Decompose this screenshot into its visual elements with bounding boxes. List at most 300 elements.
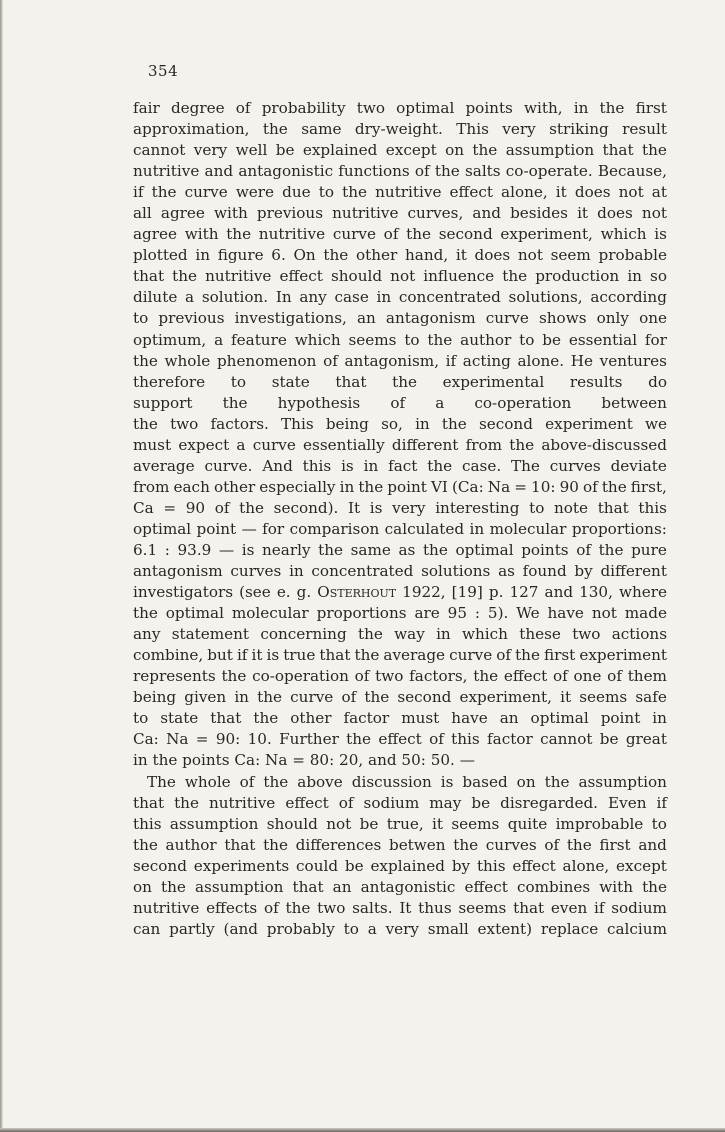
word: alone, [501,183,548,202]
word: of [341,688,357,707]
text-line [133,919,667,940]
word: pure [631,540,667,559]
word: the [323,246,349,265]
word: except [385,141,437,160]
word: results [569,372,623,391]
word: in [376,288,392,307]
word: statement [171,625,250,644]
word: second [133,856,187,875]
word: to [343,919,359,938]
text-line [133,856,667,877]
text-line [133,772,667,793]
word: interesting [435,498,520,517]
word: by [574,562,593,581]
word: is [266,646,280,665]
word: which [294,330,341,349]
word: 6.1 [133,540,158,559]
text-line [133,477,667,498]
word: may [429,793,462,812]
word: optimum, [133,330,207,349]
text-line [133,266,667,287]
word: which [600,225,647,244]
word: have [451,709,488,728]
word: points [182,751,230,770]
word: assumption [505,141,595,160]
word: we [645,414,667,433]
word: not [591,604,617,623]
word: of [214,498,230,517]
word: 90 [559,477,579,496]
word: could [296,856,339,875]
word: degree [170,99,225,117]
word: except [616,856,667,875]
word: 10: [531,477,556,496]
text-line [133,372,667,393]
word: in [133,751,148,770]
word: not [390,267,416,286]
text-line [133,203,667,224]
word: antagonistic [238,162,334,181]
word: so [650,267,667,286]
text-line [133,877,667,898]
text-line [133,119,667,140]
word: 93.9 [177,540,212,559]
word: co-operation [252,667,349,686]
word: great [625,730,667,749]
word: Ca: [133,730,159,749]
word: with, [524,99,563,117]
word: optimal [133,519,192,538]
word: do [648,372,667,391]
word: discussion [351,772,432,791]
word: the [472,141,498,160]
word: be [275,141,295,160]
word: it [560,688,572,707]
word: nutritive [133,898,200,917]
word: curve [290,688,334,707]
word: essential [568,330,638,349]
word: molecular [231,604,309,623]
word: optimal [455,540,514,559]
word: replace [540,919,599,938]
word: but [207,646,233,665]
word: these [519,625,561,644]
word: if [133,183,144,202]
word: essentially [303,435,385,454]
word: experiment [579,646,667,665]
word: in [415,414,430,433]
word: state [160,709,199,728]
word: cannot [133,141,186,160]
word: very [392,498,426,517]
word: — [218,540,235,559]
word: curve [252,435,296,454]
word: represents [133,667,216,686]
word: that [597,498,629,517]
word: be [344,856,364,875]
word: the [262,120,288,139]
text-line [133,687,667,708]
word: same [301,120,342,139]
word: this [133,814,162,833]
word: of [323,351,338,370]
text-line [133,624,667,645]
word: where [618,583,667,602]
word: are [414,604,440,623]
word: proportions: [571,519,667,538]
text-line [133,245,667,266]
word: antagonistic [360,877,456,896]
text-line [133,666,667,687]
word: the [427,456,453,475]
word: be [359,814,379,833]
word: to [651,814,667,833]
word: Ca [133,498,154,517]
word: 127 [509,583,539,602]
word: 5). [487,604,509,623]
word: must [133,435,172,454]
word: the [642,141,667,160]
word: curves [549,456,601,475]
word: molecular [489,519,567,538]
word: to [529,498,545,517]
word: of [263,898,279,917]
word: salts. [352,898,393,917]
word: Na [166,730,189,749]
word: be [471,793,491,812]
word: does [574,183,611,202]
word: the [509,435,535,454]
word: factors. [210,414,269,433]
word: case. [461,456,502,475]
word: whole [184,772,231,791]
word: for [262,519,285,538]
word: co-operation [474,393,572,412]
word: and [638,835,667,854]
text-line [133,351,667,372]
word: curve [449,646,493,665]
word: optimal [530,709,589,728]
word: It [399,898,412,917]
word: [19] [451,583,483,602]
word: on [133,877,152,896]
word: should [266,814,318,833]
word: feature [231,330,287,349]
word: the [642,877,667,896]
word: dry-weight. [354,120,443,139]
word: if [445,351,457,370]
word: the [263,835,288,854]
word: small [427,919,469,938]
word: point [387,477,427,496]
word: point [600,709,641,728]
text-line [133,393,667,414]
word: He [570,351,593,370]
word: curves [230,562,282,581]
word: if [656,793,667,812]
word: the [566,835,592,854]
word: Even [608,793,647,812]
word: that [602,141,634,160]
word: of [354,667,370,686]
word: an [332,877,352,896]
word: a [435,393,445,412]
word: e. [276,583,291,602]
word: not [641,204,667,223]
text-line [133,224,667,245]
word: of [338,793,354,812]
word: and [368,751,397,770]
word: for [644,330,667,349]
word: not [326,814,352,833]
word: : [474,604,481,623]
page-number: 354 [148,62,179,80]
word: were [235,183,275,202]
word: effect [449,183,493,202]
word: two [170,414,199,433]
word: assumption [169,814,259,833]
text-line [133,898,667,919]
word: different [391,435,459,454]
word: being [133,688,177,707]
word: nutritive [258,225,326,244]
word: nutritive [133,162,200,181]
word: (Ca: [452,477,484,496]
word: experiment, [500,225,593,244]
word: the [406,225,432,244]
text-line [133,435,667,456]
word: safe [635,688,667,707]
word: above-discussed [541,435,667,454]
word: is [341,456,354,475]
word: the [601,477,627,496]
word: does [474,246,511,265]
page-bottom-edge [0,1128,725,1132]
word: curve. [204,456,253,475]
text-line [133,603,667,624]
word: being [325,414,369,433]
word: improbable [555,814,644,833]
word: and [544,583,574,602]
word: disregarded. [500,793,599,812]
word: solutions [421,562,491,581]
word: effect [512,856,556,875]
word: seems [451,814,500,833]
word: differences [295,835,382,854]
word: the [133,414,158,433]
word: g. [296,583,312,602]
word: agree [133,225,178,244]
word: probable [598,246,667,265]
word: the [357,625,383,644]
word: antagonism, [344,351,440,370]
word: other [356,246,398,265]
word: = [163,498,177,517]
word: is [440,772,454,791]
word: the [285,898,311,917]
word: 90 [185,498,206,517]
word: other [213,477,256,496]
word: curves [485,835,537,854]
word: curves, [407,204,464,223]
word: them [627,667,667,686]
word: curve [184,183,228,202]
text-line [133,287,667,308]
text-line [133,498,667,519]
word: nutritive [375,183,442,202]
word: the [161,877,186,896]
word: an [499,709,519,728]
word: of [576,540,591,559]
word: and [472,204,501,223]
paragraph [133,772,667,940]
word: points [521,540,569,559]
word: the [427,330,453,349]
word: 50: [401,751,426,770]
word: the [502,267,528,286]
text-line [133,98,667,119]
text-line [133,456,667,477]
word: of [552,667,568,686]
word: of [239,772,255,791]
word: can [133,919,161,938]
word: ventures [599,351,667,370]
word: the [174,793,199,812]
word: of [582,477,598,496]
word: explained [370,856,445,875]
word: way [394,625,425,644]
word: due [282,183,311,202]
word: proportions [316,604,407,623]
word: to [230,372,247,391]
word: it [555,183,567,202]
word: above [297,772,343,791]
word: average [133,456,195,475]
text-line [133,561,667,582]
word: well [235,141,268,160]
word: true, [386,814,424,833]
word: in [652,709,667,728]
word: only [596,309,629,328]
word: with [184,225,219,244]
word: effect [279,267,323,286]
word: between [601,393,667,412]
word: it [432,814,444,833]
word: and [204,162,234,181]
word: The [511,456,540,475]
word: be [599,730,619,749]
word: the [318,540,344,559]
word: — [241,519,257,538]
word: optimal [396,99,455,117]
word: this [302,456,332,475]
word: influence [423,267,495,286]
word: from [465,435,503,454]
word: the [133,835,158,854]
word: result [622,120,667,139]
text-line [133,540,667,561]
word: Osterhout [317,583,397,602]
word: production [535,267,620,286]
word: The [147,772,176,791]
word: plotted [133,246,188,265]
body-text [133,98,667,940]
word: = [195,730,209,749]
text-line [133,308,667,329]
word: the [434,162,460,181]
word: that [133,267,165,286]
word: dilute [133,288,178,307]
text-line [133,729,667,750]
word: the [515,646,540,665]
word: in [627,267,642,286]
word: so, [381,414,403,433]
word: in [363,456,379,475]
word: very [385,919,419,938]
word: approximation, [133,120,250,139]
word: 80: [309,751,335,770]
word: the [133,351,158,370]
word: expect [178,435,230,454]
word: very [193,141,228,160]
word: of [414,162,430,181]
word: fair [133,99,160,117]
word: partly [169,919,215,938]
word: does [597,204,633,223]
word: This [281,414,314,433]
word: on [445,141,465,160]
word: if [236,646,248,665]
word: a [367,919,377,938]
word: the [441,414,467,433]
word: 50. [430,751,455,770]
word: this [451,730,480,749]
word: from [133,477,170,496]
word: 130, [579,583,613,602]
word: based [462,772,508,791]
word: seems [579,688,628,707]
word: is [654,225,667,244]
word: the [152,751,178,770]
word: effect [378,730,422,749]
word: explained [302,141,378,160]
word: of [544,835,560,854]
word: second [438,225,493,244]
word: of [383,225,399,244]
word: to [133,709,149,728]
word: same [350,540,391,559]
word: Na [265,751,288,770]
word: two [375,667,404,686]
word: = [292,751,305,770]
word: nutritive [205,267,272,286]
word: curve [332,225,376,244]
word: to [133,309,149,328]
word: calcium [607,919,667,938]
word: 10. [247,730,272,749]
word: functions [338,162,410,181]
word: actions [611,625,667,644]
text-line [133,519,667,540]
word: a [214,330,224,349]
word: each [173,477,210,496]
word: with [599,877,633,896]
word: — [459,751,475,770]
word: different [600,562,667,581]
word: hand, [404,246,449,265]
word: salts [464,162,501,181]
word: concentrated [398,288,501,307]
